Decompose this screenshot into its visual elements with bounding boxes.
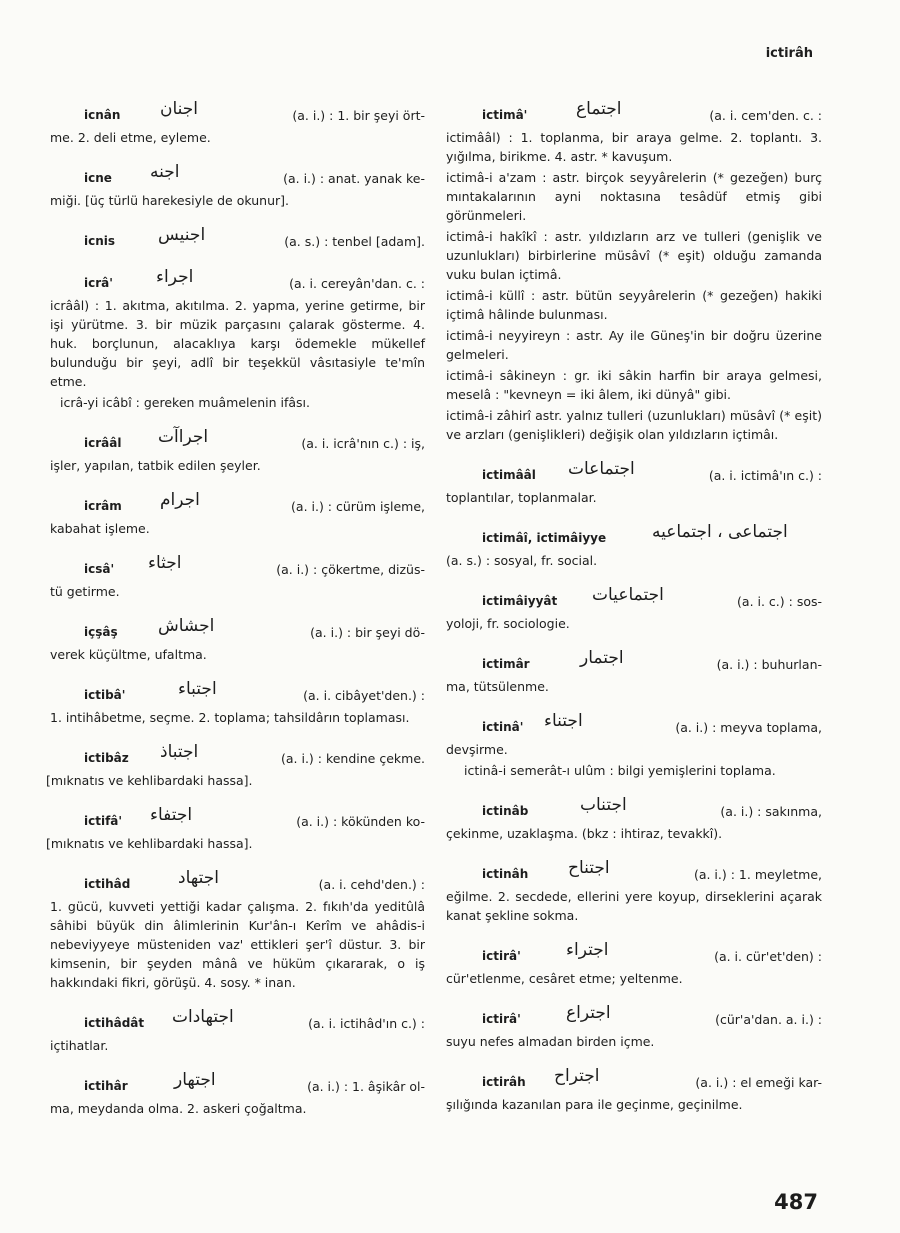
arabic-spelling: اجتمار [580, 648, 624, 668]
entry-body: [mıknatıs ve kehlibardaki hassa]. [46, 773, 253, 788]
dictionary-entry [46, 742, 425, 790]
arabic-spelling: اجتراح [554, 1066, 600, 1086]
dictionary-entry [50, 268, 425, 391]
etymology: (a. i.) : 1. meyletme, [693, 867, 822, 882]
headword: ictifâ' [84, 814, 123, 828]
headword-line [50, 100, 425, 124]
headword: ictibâz [84, 751, 129, 765]
dictionary-entry [446, 523, 822, 570]
arabic-spelling: اجتراء [566, 940, 609, 960]
entry-body: yoloji, fr. sociologie. [446, 616, 570, 631]
headword-line [446, 1004, 822, 1028]
entry-body: işler, yapılan, tatbik edilen şeyler. [50, 458, 261, 473]
arabic-spelling: اجشاش [158, 616, 215, 636]
sub-entry: icrâ-yi icâbî : gereken muâmelenin ifâsı. [60, 395, 310, 410]
etymology: (a. i.) : anat. yanak ke- [283, 171, 425, 186]
entry-body: 1. intihâbetme, seçme. 2. toplama; tahsildârın toplaması. [50, 710, 410, 725]
dictionary-entry [446, 1004, 822, 1051]
headword-line [50, 491, 425, 515]
etymology: (a. i.) : çökertme, dizüs- [276, 562, 425, 577]
etymology: (a. s.) : tenbel [adam]. [284, 234, 425, 249]
sub-entry: ictinâ-i semerât-ı ulûm : bilgi yemişlerini toplama. [464, 763, 776, 778]
headword-line [50, 806, 425, 830]
dictionary-entry [50, 554, 425, 601]
entry-body: verek küçültme, ufaltma. [50, 647, 207, 662]
headword: ictimâî, ictimâiyye [482, 531, 607, 545]
arabic-spelling: اجنه [150, 162, 180, 182]
headword: ictirâ' [482, 1012, 521, 1026]
etymology: (a. i. cehd'den.) : [318, 877, 425, 892]
headword-line [50, 869, 425, 893]
etymology: (a. i. cür'et'den) : [714, 949, 822, 964]
dictionary-entry [50, 680, 425, 727]
headword: icne [84, 171, 112, 185]
dictionary-entry [50, 491, 425, 538]
arabic-spelling: اجراء [156, 267, 194, 287]
etymology: (a. i. cereyân'dan. c. : [289, 276, 425, 291]
headword: icnân [84, 108, 121, 122]
sub-entry: ictimâ-i neyyireyn : astr. Ay ile Güneş'in bir doğru üzerine gelmeleri. [446, 328, 822, 362]
arabic-spelling: اجنان [160, 99, 199, 119]
headword: icsâ' [84, 562, 115, 576]
entry-body: me. 2. deli etme, eyleme. [50, 130, 211, 145]
headword-line [50, 428, 425, 452]
headword: ictinâh [482, 867, 529, 881]
arabic-spelling: اجتباذ [160, 742, 199, 762]
right-column [446, 100, 822, 1114]
etymology: (a. i.) : 1. bir şeyi ört- [292, 108, 425, 123]
headword-line [446, 859, 822, 883]
dictionary-entry [50, 100, 425, 147]
sub-entry: ictimâ-i hakîkî : astr. yıldızların arz ve tulleri (genişlik ve uzunlukları) birbirlerine müsâvî (* eşit) olduğu zamanda vuku bulan içtimâ. [446, 229, 822, 282]
headword: ictihâdât [84, 1016, 145, 1030]
arabic-spelling: اجتماعات [568, 459, 635, 479]
dictionary-entry [446, 712, 822, 759]
headword-line [50, 743, 425, 767]
dictionary-entry [446, 859, 822, 925]
headword-line [446, 649, 822, 673]
arabic-spelling: اجتماعى ، اجتماعيه [652, 522, 788, 542]
entry-body: cür'etlenme, cesâret etme; yeltenme. [446, 971, 683, 986]
etymology: (cür'a'dan. a. i.) : [715, 1012, 822, 1027]
entry-body: ma, tütsülenme. [446, 679, 549, 694]
arabic-spelling: اجتناء [544, 711, 583, 731]
arabic-spelling: اجتناح [568, 858, 610, 878]
arabic-spelling: اجتهادات [172, 1007, 234, 1027]
arabic-spelling: اجتناب [580, 795, 627, 815]
sub-entry: ictimâ-i zâhirî astr. yalnız tulleri (uzunlukları) müsâvî (* eşit) ve arzları (genişlikleri) değişik olan yıldızların içtimâı. [446, 408, 822, 442]
etymology: (a. i.) : kökünden ko- [296, 814, 425, 829]
etymology: (a. i. cibâyet'den.) : [303, 688, 425, 703]
headword: ictirâ' [482, 949, 521, 963]
etymology: (a. i. ictihâd'ın c.) : [308, 1016, 425, 1031]
dictionary-entry [50, 163, 425, 210]
headword: içşâş [84, 625, 118, 639]
headword: ictinâb [482, 804, 529, 818]
etymology: (a. i. icrâ'nın c.) : iş, [301, 436, 425, 451]
arabic-spelling: اجتماعيات [592, 585, 664, 605]
headword: ictihâd [84, 877, 131, 891]
headword: ictimââl [482, 468, 536, 482]
dictionary-entry [50, 617, 425, 664]
entry-body: kabahat işleme. [50, 521, 150, 536]
running-head: ictirâh [765, 46, 813, 61]
headword-line [50, 554, 425, 578]
entry-body: eğilme. 2. secdede, ellerini yere koyup, dirseklerini açarak kanat şekline sokma. [446, 889, 822, 923]
dictionary-entry [446, 796, 822, 843]
entry-body: çekinme, uzaklaşma. (bkz : ihtiraz, tevakkî). [446, 826, 723, 841]
arabic-spelling: اجتهاد [178, 868, 219, 888]
headword: ictimâiyyât [482, 594, 558, 608]
arabic-spelling: اجراآت [158, 427, 209, 447]
dictionary-entry [446, 586, 822, 633]
etymology: (a. i. ictimâ'ın c.) : [708, 468, 822, 483]
sub-entry: ictimâ-i sâkineyn : gr. iki sâkin harfin bir araya gelmesi, meselâ : "kevneyn = iki âlem, iki dünyâ" gibi. [446, 368, 822, 402]
etymology: (a. i.) : bir şeyi dö- [310, 625, 425, 640]
etymology: (a. i.) : 1. âşikâr ol- [307, 1079, 425, 1094]
dictionary-entry [446, 649, 822, 696]
dictionary-entry [446, 460, 822, 507]
headword-line [50, 680, 425, 704]
entry-body: devşirme. [446, 742, 508, 757]
headword: icrâ' [84, 276, 113, 290]
headword: ictimâr [482, 657, 530, 671]
headword-line [446, 796, 822, 820]
headword: ictinâ' [482, 720, 524, 734]
left-column [46, 99, 425, 1118]
headword-line [446, 100, 822, 124]
headword: icrâm [84, 499, 122, 513]
headword-line [446, 460, 822, 484]
dictionary-entry [446, 100, 822, 166]
entry-body: suyu nefes almadan birden içme. [446, 1034, 655, 1049]
arabic-spelling: اجتماع [576, 99, 622, 119]
entry-body: miği. [üç türlü harekesiyle de okunur]. [50, 193, 289, 208]
dictionary-entry [46, 805, 425, 853]
etymology: (a. i.) : kendine çekme. [280, 751, 425, 766]
dictionary-entry [50, 869, 425, 992]
etymology: (a. i. cem'den. c. : [709, 108, 822, 123]
headword-line [446, 941, 822, 965]
arabic-spelling: اجرام [160, 490, 200, 510]
headword-line [50, 226, 425, 250]
headword: ictirâh [482, 1075, 526, 1089]
etymology: (a. i. c.) : sos- [737, 594, 822, 609]
entry-body: icrââl) : 1. akıtma, akıtılma. 2. yapma, yerine getirme, bir işi yürütme. 3. bir müzik parçasını çalarak gösterme. 4. huk. borçlunun, alacaklıya karşı ödemekle mükellef bulunduğu bir şeyi, adlî bir teşekkül vâsıtasiyle te'mîn etme. [50, 298, 425, 389]
dictionary-entry [50, 1008, 425, 1055]
headword-line [50, 268, 425, 292]
headword-line [446, 712, 822, 736]
arabic-spelling: اجتفاء [150, 805, 193, 825]
headword: ictibâ' [84, 688, 126, 702]
dictionary-entry [446, 1067, 822, 1114]
dictionary-entry [50, 1071, 425, 1118]
entry-body: ictimââl) : 1. toplanma, bir araya gelme. 2. toplantı. 3. yığılma, birikme. 4. astr. * kavuşum. [446, 130, 822, 164]
headword-line [446, 1067, 822, 1091]
etymology: (a. i.) : sakınma, [720, 804, 822, 819]
entry-body: içtihatlar. [50, 1038, 109, 1053]
headword: icnis [84, 234, 116, 248]
entry-body: 1. gücü, kuvveti yettiği kadar çalışma. 2. fıkıh'da yeditûlâ sâhibi büyük din âlimlerinin Kur'ân-ı Kerîm ve ahâdis-i nebeviyyeye müsteniden vaz' ettikleri şer'î düstur. 3. bir kimsenin, bir şeyden mânâ ve hüküm çıkararak, o iş hakkındaki fikri, görüşü. 4. sosy. * inan. [50, 899, 425, 990]
dictionary-entry [446, 941, 822, 988]
sub-entry: ictimâ-i küllî : astr. bütün seyyârelerin (* gezeğen) hakiki içtimâ hâlinde bulunması. [446, 288, 822, 322]
etymology: (a. i.) : buhurlan- [716, 657, 822, 672]
headword-line [50, 1071, 425, 1095]
entry-body: ma, meydanda olma. 2. askeri çoğaltma. [50, 1101, 307, 1116]
headword-line [446, 586, 822, 610]
page-number: 487 [774, 1190, 818, 1214]
dictionary-entry [50, 226, 425, 250]
headword-line [50, 617, 425, 641]
etymology: (a. i.) : el emeği kar- [695, 1075, 822, 1090]
arabic-spelling: اجتباء [178, 679, 217, 699]
etymology: (a. i.) : meyva toplama, [675, 720, 822, 735]
headword-line [50, 163, 425, 187]
headword-line [50, 1008, 425, 1032]
headword: icrââl [84, 436, 122, 450]
entry-body: (a. s.) : sosyal, fr. social. [446, 553, 598, 568]
entry-body: şılığında kazanılan para ile geçinme, geçinilme. [446, 1097, 743, 1112]
headword-line [446, 523, 822, 547]
headword: ictimâ' [482, 108, 528, 122]
dictionary-entry [50, 428, 425, 475]
arabic-spelling: اجنيس [158, 225, 206, 245]
sub-entry: ictimâ-i a'zam : astr. birçok seyyârelerin (* gezeğen) burç mıntakalarının ayni noktasına tesâdüf etmiş gibi görünmeleri. [446, 170, 822, 223]
etymology: (a. i.) : cürüm işleme, [291, 499, 425, 514]
entry-body: toplantılar, toplanmalar. [446, 490, 597, 505]
arabic-spelling: اجثاء [148, 553, 182, 573]
entry-body: [mıknatıs ve kehlibardaki hassa]. [46, 836, 253, 851]
arabic-spelling: اجتراع [566, 1003, 611, 1023]
arabic-spelling: اجتهار [174, 1070, 216, 1090]
headword: ictihâr [84, 1079, 128, 1093]
entry-body: tü getirme. [50, 584, 120, 599]
